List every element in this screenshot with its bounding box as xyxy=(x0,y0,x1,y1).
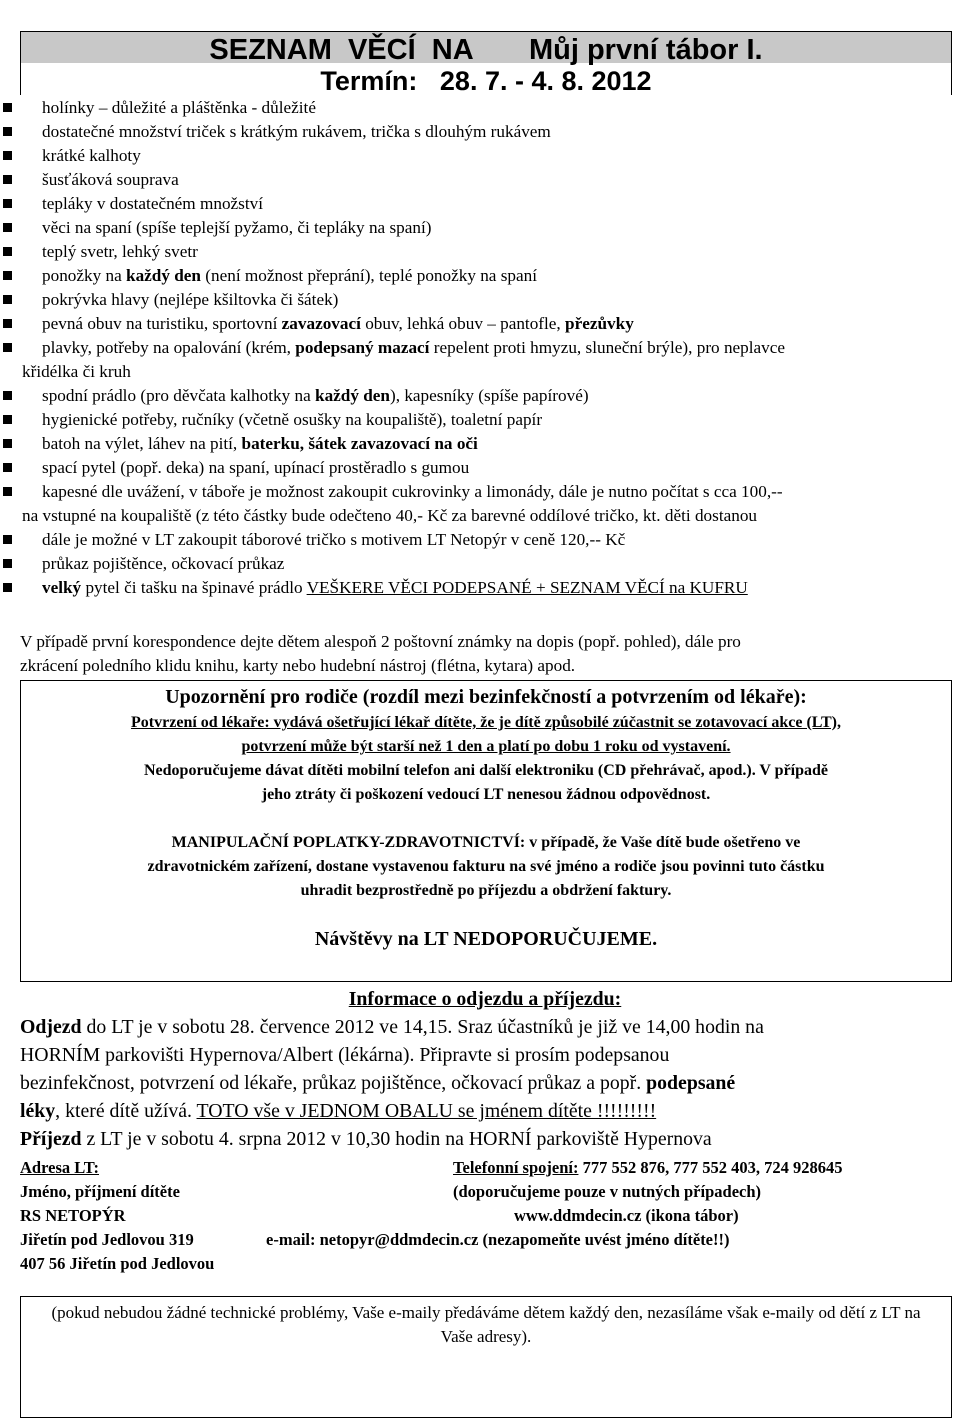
square-bullet-icon xyxy=(3,343,12,352)
child-name-label: Jméno, příjmení dítěte xyxy=(20,1182,180,1201)
list-item: holínky – důležité a pláštěnka - důležité xyxy=(0,96,960,120)
square-bullet-icon xyxy=(3,439,12,448)
notice-line: Potvrzení od lékaře: vydává ošetřující lékař dítěte, že je dítě způsobilé zúčastnit se zotavovací akce (LT), xyxy=(131,714,841,731)
address-line-1: Jiřetín pod Jedlovou 319 xyxy=(20,1230,194,1249)
footer-note: (pokud nebudou žádné technické problémy, Vaše e-maily předáváme dětem každý den, nezasíláme však e-maily od dětí z LT na Vaše adresy). xyxy=(51,1303,921,1346)
info-line: bezinfekčnost, potvrzení od lékaře, průkaz pojištěnce, očkovací průkaz a popř. podepsané xyxy=(20,1072,736,1094)
correspondence-paragraph: V případě první korespondence dejte dětem alespoň 2 poštovní známky na dopis (popř. pohled), dále pro zkrácení poledního klidu knihu, karty nebo hudební nástroj (flétna, kytara) apod. xyxy=(20,632,741,675)
list-item: spodní prádlo (pro děvčata kalhotky na každý den), kapesníky (spíše papírové) xyxy=(0,384,960,408)
list-item: pokrývka hlavy (nejlépe kšiltovka či šátek) xyxy=(0,288,960,312)
list-item: věci na spaní (spíše teplejší pyžamo, či tepláky na spaní) xyxy=(0,216,960,240)
fees-line: uhradit bezprostředně po příjezdu a obdržení faktury. xyxy=(300,882,672,899)
footer-note-box xyxy=(20,1296,952,1418)
square-bullet-icon xyxy=(3,487,12,496)
packing-list xyxy=(0,96,960,600)
list-item: ponožky na každý den (není možnost přeprání), teplé ponožky na spaní xyxy=(0,264,960,288)
list-item: průkaz pojištěnce, očkovací průkaz xyxy=(0,552,960,576)
notice-heading: Upozornění pro rodiče (rozdíl mezi bezinfekčností a potvrzením od lékaře): xyxy=(165,686,807,708)
visits-note: Návštěvy na LT NEDOPORUČUJEME. xyxy=(314,928,658,950)
square-bullet-icon xyxy=(3,391,12,400)
square-bullet-icon xyxy=(3,151,12,160)
square-bullet-icon xyxy=(3,199,12,208)
list-item: tepláky v dostatečném množství xyxy=(0,192,960,216)
list-item: spací pytel (popř. deka) na spaní, upínací prostěradlo s gumou xyxy=(0,456,960,480)
camp-name: RS NETOPÝR xyxy=(20,1206,126,1225)
list-item: dále je možné v LT zakoupit táborové tričko s motivem LT Netopýr v ceně 120,-- Kč xyxy=(0,528,960,552)
notice-line: potvrzení může být starší než 1 den a platí po dobu 1 roku od vystavení. xyxy=(241,738,731,755)
list-item: plavky, potřeby na opalování (krém, podepsaný mazací repelent proti hmyzu, sluneční brýle), pro neplavce xyxy=(0,336,960,360)
list-item: teplý svetr, lehký svetr xyxy=(0,240,960,264)
square-bullet-icon xyxy=(3,559,12,568)
info-heading: Informace o odjezdu a příjezdu: xyxy=(348,988,622,1010)
website: www.ddmdecin.cz (ikona tábor) xyxy=(514,1206,739,1225)
list-item-continuation: křidélka či kruh xyxy=(22,362,131,381)
parent-notice-box xyxy=(20,680,952,982)
info-line: Odjezd do LT je v sobotu 28. července 2012 ve 14,15. Sraz účastníků je již ve 14,00 hodin na xyxy=(20,1016,764,1038)
notice-line: jeho ztráty či poškození vedoucí LT nenesou žádnou odpovědnost. xyxy=(261,786,711,803)
list-item: krátké kalhoty xyxy=(0,144,960,168)
departure-info xyxy=(20,985,950,1153)
list-item: kapesné dle uvážení, v táboře je možnost zakoupit cukrovinky a limonády, dále je nutno počítat s cca 100,-- xyxy=(0,480,960,504)
square-bullet-icon xyxy=(3,295,12,304)
square-bullet-icon xyxy=(3,535,12,544)
square-bullet-icon xyxy=(3,583,12,592)
info-line: HORNÍM parkovišti Hypernova/Albert (lékárna). Připravte si prosím podepsanou xyxy=(20,1044,670,1066)
square-bullet-icon xyxy=(3,103,12,112)
email: e-mail: netopyr@ddmdecin.cz (nezapomeňte uvést jméno dítěte!!) xyxy=(266,1230,730,1249)
list-item: dostatečné množství triček s krátkým rukávem, trička s dlouhým rukávem xyxy=(0,120,960,144)
square-bullet-icon xyxy=(3,271,12,280)
square-bullet-icon xyxy=(3,319,12,328)
info-line: léky, které dítě užívá. TOTO vše v JEDNOM OBALU se jménem dítěte !!!!!!!!! xyxy=(20,1100,657,1122)
list-item-continuation: na vstupné na koupaliště (z této částky bude odečteno 40,- Kč za barevné oddílové tričko, kt. děti dostanou xyxy=(22,506,758,525)
list-item: pevná obuv na turistiku, sportovní zavazovací obuv, lehká obuv – pantofle, přezůvky xyxy=(0,312,960,336)
list-item: hygienické potřeby, ručníky (včetně osušky na koupaliště), toaletní papír xyxy=(0,408,960,432)
title-line-1: SEZNAM VĚCÍ NA Můj první tábor I. xyxy=(209,34,763,66)
square-bullet-icon xyxy=(3,463,12,472)
square-bullet-icon xyxy=(3,247,12,256)
title-box xyxy=(20,31,952,95)
contacts-block xyxy=(20,1156,950,1276)
list-item: šusťáková souprava xyxy=(0,168,960,192)
phone-note: (doporučujeme pouze v nutných případech) xyxy=(453,1182,762,1201)
list-item: velký pytel či tašku na špinavé prádlo VEŠKERE VĚCI PODEPSANÉ + SEZNAM VĚCÍ na KUFRU xyxy=(0,576,960,600)
list-item: batoh na výlet, láhev na pití, baterku, šátek zavazovací na oči xyxy=(0,432,960,456)
fees-line: MANIPULAČNÍ POPLATKY-ZDRAVOTNICTVÍ: v případě, že Vaše dítě bude ošetřeno ve xyxy=(171,834,801,851)
square-bullet-icon xyxy=(3,175,12,184)
square-bullet-icon xyxy=(3,127,12,136)
title-line-2: Termín: 28. 7. - 4. 8. 2012 xyxy=(320,66,652,96)
square-bullet-icon xyxy=(3,223,12,232)
address-label: Adresa LT: xyxy=(20,1158,100,1177)
info-line: Příjezd z LT je v sobotu 4. srpna 2012 v 10,30 hodin na HORNÍ parkoviště Hypernova xyxy=(20,1128,712,1150)
notice-line: Nedoporučujeme dávat dítěti mobilní telefon ani další elektroniku (CD přehrávač, apod.). V případě xyxy=(143,762,829,779)
fees-line: zdravotnickém zařízení, dostane vystavenou fakturu na své jméno a rodiče jsou povinni tuto částku xyxy=(147,858,825,875)
phone-block: Telefonní spojení: 777 552 876, 777 552 403, 724 928645 xyxy=(453,1158,843,1177)
address-line-2: 407 56 Jiřetín pod Jedlovou xyxy=(20,1254,215,1273)
square-bullet-icon xyxy=(3,415,12,424)
